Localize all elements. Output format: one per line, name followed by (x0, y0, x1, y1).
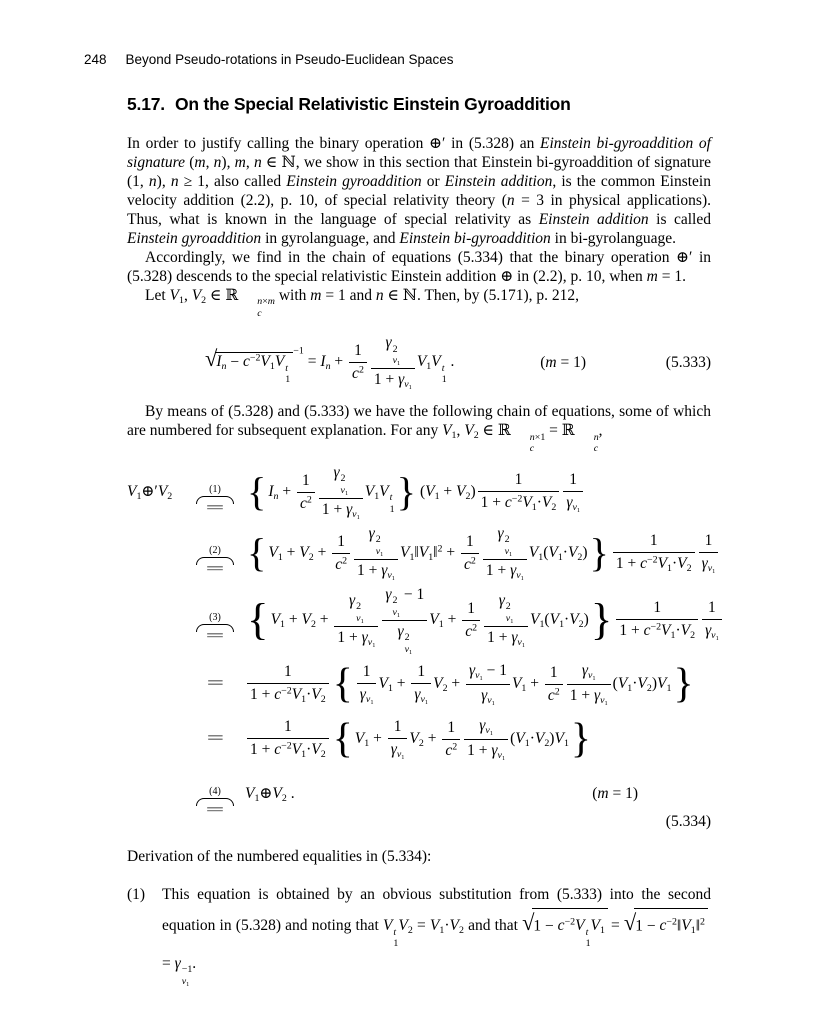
chain-rel-1: (1) = (185, 474, 245, 511)
equation-5-334-condition: (m = 1) (592, 785, 638, 803)
chain-rel-6: (4) = (185, 776, 245, 813)
section-title (127, 94, 711, 115)
chain-row-2 (127, 524, 716, 583)
derivation-item-1 (127, 881, 711, 988)
paragraph-by-means: By means of (5.328) and (5.333) we have the following chain of equations, some of which are numbered for subsequent explanation. For any V1, V2 ∈ ℝ n×1 c = ℝ n c , (127, 403, 711, 455)
equation-5-333-body: √ $In - c^{-2}V1V$ t 1 $^{-1}$= In + $\frac{1}{c^2}$ γ 2 v1 1 + γv1 V1V t 1 . (205, 334, 455, 392)
chain-rhs-5: 1 1 + $c^{-2}$ V1 · V2 { V1 + $\frac{1}{\gamma v1}$ V2 + $\frac{1}{c^2}$ γv1 1 + γv1 (V1·V2)V1} (245, 716, 593, 763)
chain-rel-2: (2) = (185, 535, 245, 572)
chain-rel-4: = (206, 675, 224, 693)
paragraph-intro: In order to justify calling the binary operation ⊕′ in (5.328) an Einstein bi-gyroaddition of signature (m, n), m, n ∈ ℕ, we show in this section that Einstein bi-gyroaddition of signature (1, n), n ≥ 1, also called Einstein gyroaddition or Einstein addition, is the common Einstein velocity addition (2.2), p. 10, of special relativity theory (n = 3 in physical applications). Thus, what is known in the language of special relativity as Einstein addition is called Einstein gyroaddition in gyrolanguage, and Einstein bi-gyroaddition in bi-gyrolanguage. (127, 135, 712, 247)
chain-row-3 (127, 585, 719, 656)
chain-row-6 (127, 768, 711, 821)
running-head: Beyond Pseudo-rotations in Pseudo-Euclidean Spaces (125, 52, 454, 67)
chain-rhs-4: 1 1 + $c^{-2}$ V1 · V2 { $\frac{1}{\gamma v1}$ V1 + $\frac{1}{\gamma v1}$ V2 + γv1 − 1 γv1 V1 + $\frac{1}{c^2}$ γv1 1 + γv1 (V1·V2)V1} (245, 661, 696, 708)
chain-rel-3: (3) = (185, 602, 245, 639)
equation-5-333-condition: (m = 1) (540, 353, 586, 371)
chain-row-4 (127, 658, 711, 711)
derivation-item-1-body: This equation is obtained by an obvious substitution from (5.333) into the second equation in (5.328) and noting that V t 1 V2 = V1·V2 and that √ $1 - c^{-2}V$ t 1 V1 = √ $1 - c^{-2}‖V1‖^2$ = γ −1 v1 . (162, 885, 711, 988)
chain-rhs-2: { V1 + V2 + $\frac{1}{c^2}$ γ 2 v1 1 + γv1 V1‖V1‖$^2$ + $\frac{1}{c^2}$ γ 2 v1 1 + γv1 V1(V1·V2)} 1 1 + $c^{-2}$ V1 · V2 $\frac{1}{\gamma v1}$ (245, 524, 720, 583)
equation-chain-5-334 (127, 463, 719, 831)
chain-row-5 (127, 713, 711, 766)
chain-rhs-1: { In + $\frac{1}{c^2}$ γ 2 v1 1 + γv1 V1V t 1 } (V1 + V2) 1 1 + $c^{-2}$ V1 · V2 $\frac{1}{\gamma v1}$ (245, 463, 585, 522)
derivation-item-1-label: (1) (127, 885, 146, 903)
paragraph-accordingly: Accordingly, we find in the chain of equations (5.334) that the binary operation ⊕′ in (5.328) descends to the special relativistic Einstein addition ⊕ in (2.2), p. 10, when m = 1. (127, 249, 711, 285)
paragraph-let: Let V1, V2 ∈ ℝ n×m c with m = 1 and n ∈ ℕ. Then, by (5.171), p. 212, (145, 287, 580, 319)
section-title-text: On the Special Relativistic Einstein Gyroaddition (174, 94, 571, 114)
page-content (127, 94, 719, 988)
chain-rel-5: = (206, 730, 224, 748)
page-header (84, 52, 454, 67)
equation-5-334-tag: (5.334) (665, 812, 711, 830)
chain-row-1 (127, 463, 711, 522)
equation-5-333-tag: (5.333) (665, 353, 711, 371)
equation-5-333 (127, 333, 711, 392)
chain-lhs: V1⊕′V2 (127, 483, 173, 503)
chain-rhs-3: { V1 + V2 + γ 2 v1 1 + γv1 γ 2 v1 − 1 γ 2 v1 V1 + $\frac{1}{c^2}$ γ 2 v1 1 + γv1 V1(V1·V2)} 1 1 + $c^{-2}$ V1 · V2 $\frac{1}{\gamma v1}$ (245, 585, 724, 656)
section-number: 5.17. (127, 94, 165, 114)
page-number: 248 (84, 52, 107, 67)
derivation-heading: Derivation of the numbered equalities in (5.334): (127, 847, 432, 865)
chain-rhs-6: V1⊕V2 . (245, 785, 295, 805)
